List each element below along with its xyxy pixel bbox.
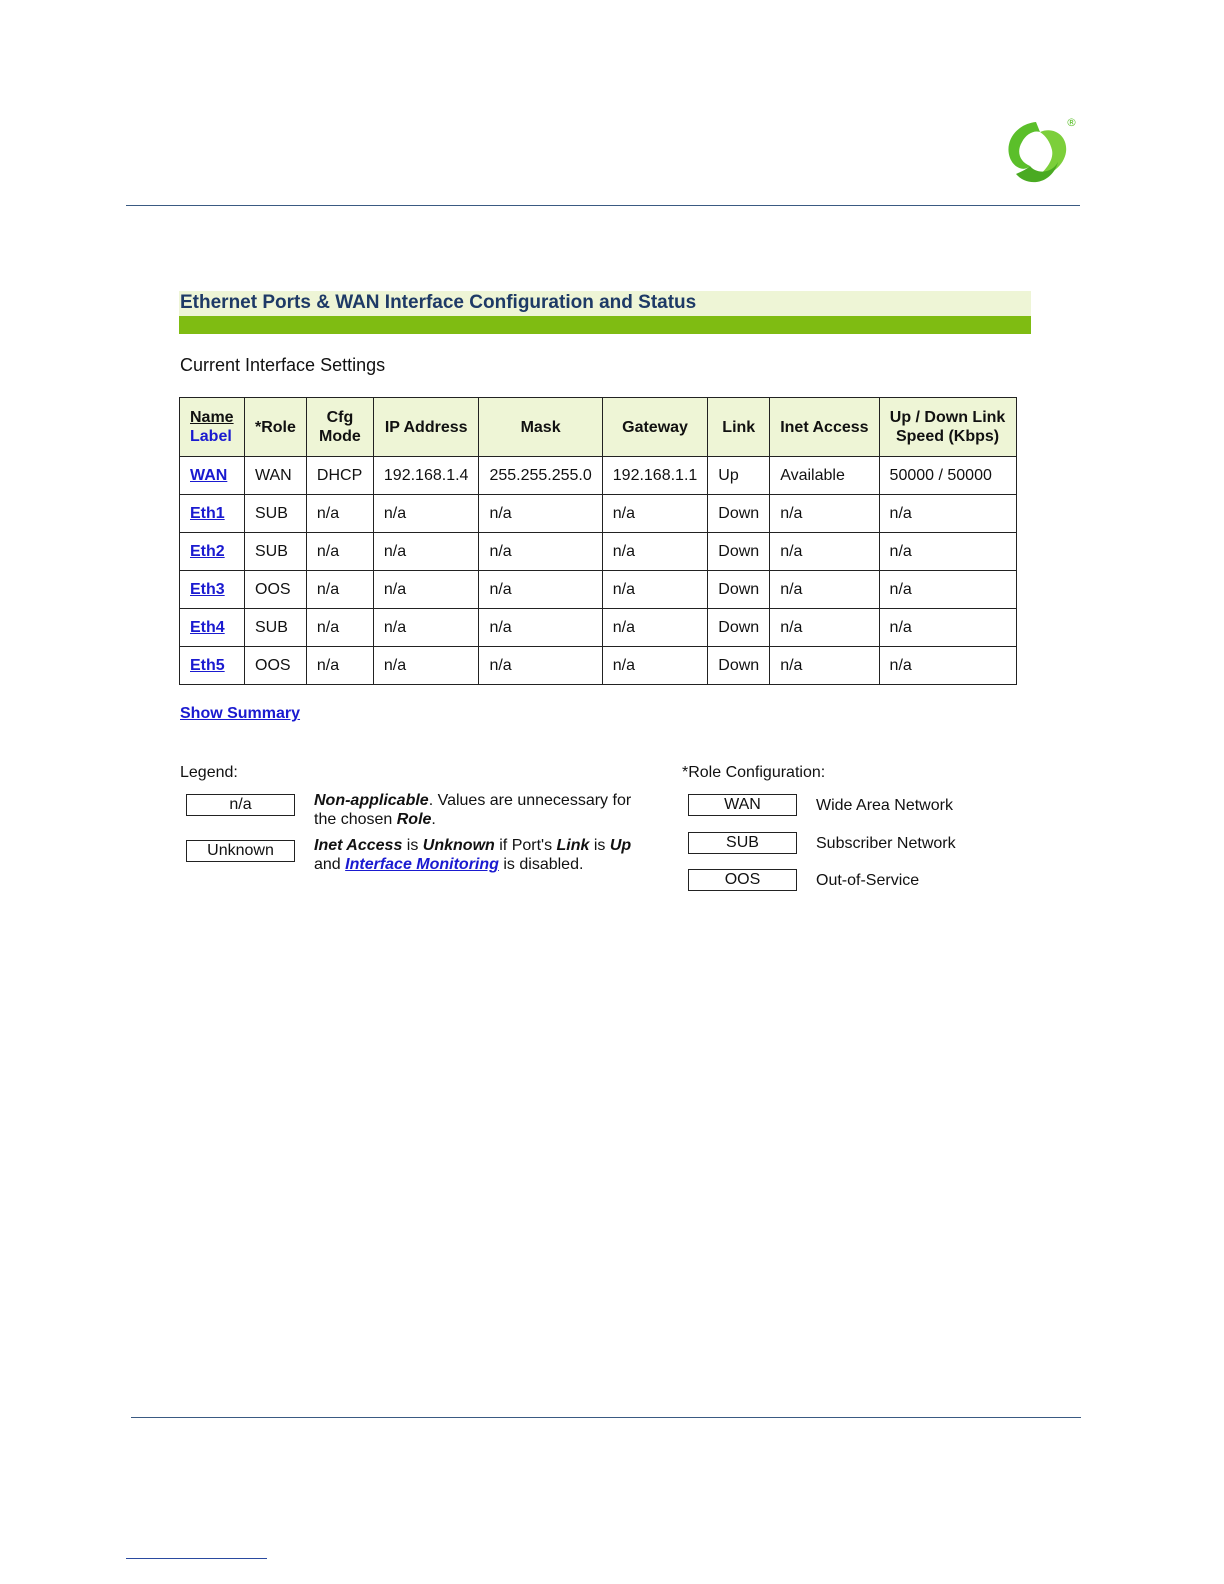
- cell-role: OOS: [245, 647, 307, 685]
- header-label: Label: [190, 428, 232, 445]
- legend-u-is2: is: [589, 837, 610, 854]
- cell-link: Down: [708, 609, 770, 647]
- section-title: Current Interface Settings: [180, 355, 386, 375]
- legend-na-desc: [314, 791, 644, 829]
- cell-ip: n/a: [373, 647, 479, 685]
- cell-gateway: n/a: [602, 647, 708, 685]
- cell-role: SUB: [245, 609, 307, 647]
- cell-speed: 50000 / 50000: [879, 457, 1016, 495]
- header-role: *Role: [245, 398, 307, 457]
- panel-title: Ethernet Ports & WAN Interface Configuration and Status: [179, 291, 1031, 316]
- cell-gateway: n/a: [602, 571, 708, 609]
- role-config-title: *Role Configuration:: [682, 764, 826, 781]
- legend-u-is1: is: [402, 837, 423, 854]
- cell-link: Down: [708, 495, 770, 533]
- cell-inet: n/a: [770, 495, 879, 533]
- cell-speed: n/a: [879, 609, 1016, 647]
- legend-na-role: Role: [396, 811, 432, 828]
- cell-link: Down: [708, 647, 770, 685]
- cell-mask: n/a: [479, 647, 602, 685]
- header-mode: Mode: [319, 428, 361, 445]
- cell-speed: n/a: [879, 495, 1016, 533]
- legend-u-disabled: is disabled.: [498, 856, 584, 873]
- legend-u-link: Link: [556, 837, 590, 854]
- cell-inet: n/a: [770, 571, 879, 609]
- cell-ip: n/a: [373, 609, 479, 647]
- header-divider: [126, 205, 1080, 206]
- cell-role: WAN: [245, 457, 307, 495]
- table-row: [180, 571, 1017, 609]
- cell-inet: n/a: [770, 609, 879, 647]
- legend-u-and: and: [314, 856, 346, 873]
- cell-ip: n/a: [373, 571, 479, 609]
- table-row: [180, 533, 1017, 571]
- interface-monitoring-link[interactable]: Interface Monitoring: [345, 856, 499, 873]
- swirl-logo-icon: [996, 112, 1082, 188]
- legend-na-rest-1: . Values are unnecessary for: [428, 792, 632, 809]
- interface-table: [179, 397, 1017, 685]
- cell-cfg: n/a: [306, 571, 373, 609]
- cell-ip: n/a: [373, 533, 479, 571]
- cell-gateway: n/a: [602, 533, 708, 571]
- cell-gateway: n/a: [602, 609, 708, 647]
- header-mask: Mask: [479, 398, 602, 457]
- port-link-wan[interactable]: WAN: [190, 466, 228, 484]
- cell-cfg: DHCP: [306, 457, 373, 495]
- table-row: [180, 457, 1017, 495]
- table-header-row: [180, 398, 1017, 457]
- legend-na-rest-2: the chosen: [314, 811, 397, 828]
- role-desc-wan: Wide Area Network: [816, 797, 953, 814]
- role-box-oos: OOS: [688, 869, 797, 891]
- header-name: Name: [190, 409, 234, 426]
- panel-title-bar: [179, 316, 1031, 334]
- cell-ip: 192.168.1.4: [373, 457, 479, 495]
- header-name-label: [180, 398, 245, 457]
- cell-cfg: n/a: [306, 609, 373, 647]
- legend-u-inet: Inet Access: [314, 837, 403, 854]
- port-link-eth1[interactable]: Eth1: [190, 504, 225, 522]
- port-link-eth5[interactable]: Eth5: [190, 656, 225, 674]
- header-speed-2: Speed (Kbps): [895, 428, 1000, 445]
- port-link-eth3[interactable]: Eth3: [190, 580, 225, 598]
- cell-speed: n/a: [879, 571, 1016, 609]
- cell-cfg: n/a: [306, 495, 373, 533]
- cell-ip: n/a: [373, 495, 479, 533]
- cell-role: OOS: [245, 571, 307, 609]
- legend-unknown-desc: [314, 836, 644, 874]
- legend-na-end: .: [431, 811, 436, 828]
- legend-na-bold: Non-applicable: [314, 792, 429, 809]
- legend-na-box: n/a: [186, 794, 295, 816]
- legend-u-if: if Port's: [494, 837, 557, 854]
- cell-mask: n/a: [479, 571, 602, 609]
- header-speed: [879, 398, 1016, 457]
- port-link-eth4[interactable]: Eth4: [190, 618, 225, 636]
- legend-u-unknown: Unknown: [422, 837, 495, 854]
- table-row: [180, 647, 1017, 685]
- cell-mask: n/a: [479, 533, 602, 571]
- cell-speed: n/a: [879, 533, 1016, 571]
- show-summary-link[interactable]: Show Summary: [180, 705, 301, 722]
- cell-gateway: n/a: [602, 495, 708, 533]
- cell-link: Down: [708, 533, 770, 571]
- header-inet: Inet Access: [770, 398, 879, 457]
- cell-gateway: 192.168.1.1: [602, 457, 708, 495]
- table-row: [180, 609, 1017, 647]
- cell-mask: n/a: [479, 495, 602, 533]
- registered-mark: ®: [1066, 116, 1077, 129]
- cell-cfg: n/a: [306, 533, 373, 571]
- header-cfg: Cfg: [326, 409, 354, 426]
- cell-role: SUB: [245, 495, 307, 533]
- header-speed-1: Up / Down Link: [889, 409, 1006, 426]
- role-box-wan: WAN: [688, 794, 797, 816]
- role-box-sub: SUB: [688, 832, 797, 854]
- cell-speed: n/a: [879, 647, 1016, 685]
- port-link-eth2[interactable]: Eth2: [190, 542, 225, 560]
- role-desc-sub: Subscriber Network: [816, 835, 956, 852]
- cell-link: Up: [708, 457, 770, 495]
- legend-unknown-box: Unknown: [186, 840, 295, 862]
- header-gateway: Gateway: [602, 398, 708, 457]
- header-link: Link: [708, 398, 770, 457]
- cell-inet: n/a: [770, 533, 879, 571]
- cell-mask: n/a: [479, 609, 602, 647]
- cell-inet: n/a: [770, 647, 879, 685]
- header-cfg-mode: [306, 398, 373, 457]
- cell-role: SUB: [245, 533, 307, 571]
- cell-inet: Available: [770, 457, 879, 495]
- legend-title: Legend:: [180, 764, 238, 781]
- cell-mask: 255.255.255.0: [479, 457, 602, 495]
- header-ip: IP Address: [373, 398, 479, 457]
- cell-link: Down: [708, 571, 770, 609]
- cell-cfg: n/a: [306, 647, 373, 685]
- role-desc-oos: Out-of-Service: [816, 872, 920, 889]
- table-row: [180, 495, 1017, 533]
- legend-u-up: Up: [609, 837, 632, 854]
- footnote-rule: [126, 1558, 267, 1559]
- footer-divider: [131, 1417, 1081, 1418]
